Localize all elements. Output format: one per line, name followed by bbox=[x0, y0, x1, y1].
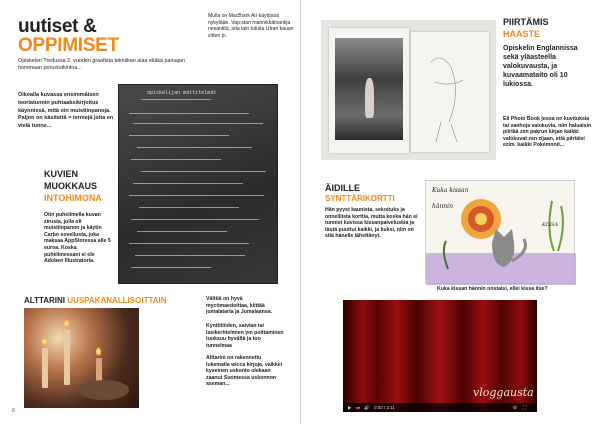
altarini-heading bbox=[24, 296, 167, 305]
chalk-line bbox=[139, 207, 239, 208]
kuvien-heading-2: MUOKKAUS bbox=[44, 181, 97, 191]
piirtamis-lead: Opiskelin Englannissa sekä yläasteella valokuvausta, ja kuvaamataito oli 10 lukiossa. bbox=[503, 45, 578, 88]
volume-icon[interactable]: 🔊 bbox=[364, 405, 370, 410]
title-oppimiset: OPPIMISET bbox=[18, 35, 119, 56]
chalk-line bbox=[133, 123, 263, 124]
video-player[interactable] bbox=[343, 300, 537, 412]
altarini-heading-black: ALTTARINI bbox=[24, 296, 66, 305]
kitten-caption: Kuka kissan hännin nostaisi, ellei kissa itse? bbox=[437, 286, 548, 292]
altar-bowl bbox=[79, 380, 129, 400]
piirtamis-heading-2: HAASTE bbox=[503, 29, 541, 39]
kitten-illustration bbox=[426, 181, 576, 285]
altar-photo bbox=[24, 308, 139, 408]
title-uutiset: uutiset & bbox=[18, 16, 97, 37]
chalk-line bbox=[141, 171, 266, 172]
chalk-line bbox=[129, 195, 264, 196]
candle bbox=[42, 348, 48, 388]
drawing-text-b: hännin bbox=[432, 203, 453, 210]
video-controls bbox=[343, 403, 537, 412]
chalk-line bbox=[137, 231, 227, 232]
chalk-line bbox=[135, 255, 245, 256]
page-number: 6 bbox=[12, 408, 15, 414]
book-left-page bbox=[329, 28, 409, 153]
bw-photo bbox=[335, 38, 403, 140]
video-title: vloggausta bbox=[473, 386, 534, 399]
intro-text: Opiskelen Tredussa 2. vuoden graafista tekniikan alaa eliäkä painajan hommaan perustutkintoa... bbox=[18, 58, 185, 71]
book-right-page bbox=[411, 32, 489, 152]
chalk-line bbox=[137, 147, 252, 148]
chalk-line bbox=[129, 135, 229, 136]
aidille-heading-1: ÄIDILLE bbox=[325, 183, 360, 193]
chalk-line bbox=[141, 99, 211, 100]
piirtamis-heading-1: PIIRTÄMIS bbox=[503, 17, 549, 27]
kuvien-heading-3: INTOHIMONA bbox=[44, 193, 102, 203]
kitten-drawing bbox=[425, 180, 575, 284]
chalk-line bbox=[129, 113, 249, 114]
altar-paragraph-1: Välttiä on hyvä mycömaedoittaa, kiittää jumalatarta ja Jumalaansa. bbox=[206, 296, 273, 316]
chalk-line bbox=[129, 243, 249, 244]
chalkboard-caption: Oikealla kuvassa ensimmäisen teoriatunnin puhtaaksikirjoitus käynnissä, mitä oin muistiinpanoja. Paljon on käsitettä = termejä joita en vielä tunne... bbox=[18, 92, 114, 130]
altar-paragraph-2: Kynttilöiden, saivian tai lasikerhtelmien ym poittaminen tuoksuu hyvältä ja tuo tunnelmaa bbox=[206, 323, 284, 349]
right-page bbox=[300, 0, 600, 424]
photo-book-image bbox=[321, 20, 496, 160]
candle bbox=[64, 330, 70, 385]
kuvien-heading-1: KUVIEN bbox=[44, 169, 79, 179]
kuvien-body: Otin puhelimella kuvan zirusta, jolla oli muistiinpanon ja käytin Carbo sovellusta, joka maksaa AppStoressa alle 5 euroa. Koska puhelimessani ei ole Adoben Illustratoria. bbox=[44, 212, 111, 265]
piirtamis-body: Eli Photo Book jossa on kuvituksia tai vanhoja valokuvia, niin haluaisin piirtää zen pakrun kirjan kaikki valokuvat zen zijaan, että piirtäisi ezim. kaikki Pokémonit... bbox=[503, 116, 592, 149]
figure-silhouette bbox=[365, 78, 374, 118]
next-icon[interactable]: ⏭ bbox=[356, 405, 361, 410]
flame bbox=[96, 347, 101, 356]
chalk-line bbox=[131, 159, 221, 160]
settings-icon[interactable]: ⚙ bbox=[513, 405, 518, 410]
aidille-heading-2: SYNTTÄRIKORTTI bbox=[325, 194, 395, 203]
chalk-line bbox=[133, 183, 243, 184]
chalkboard-heading: opiskelijan mättitelmät bbox=[147, 90, 217, 96]
altarini-heading-orange: UUSPAKANALLISOITTAIN bbox=[67, 296, 167, 305]
flame bbox=[64, 319, 69, 328]
chalkboard-photo bbox=[118, 84, 278, 284]
video-time: 0:00 / 2:11 bbox=[374, 405, 395, 410]
flame bbox=[42, 337, 47, 346]
macbook-note: Mulla on MacBook Air käytössä nykytään. Vap:stan mannikkätvantija nesäntitä, jota lain tutuita Utran kauan zitten jo. bbox=[208, 13, 294, 39]
chalk-line bbox=[131, 219, 259, 220]
fullscreen-icon[interactable]: ⛶ bbox=[523, 405, 527, 410]
chalk-line bbox=[131, 267, 211, 268]
aidille-body: Hän pyyst kaunista, sekoituks ja onnelliista korttia, mutta koska hän ei tunnist kuvissa kissanpalveluskia ja tästä puuttui kaikki, ja kuksi, niin on sitä hänelle lähettänyt. bbox=[325, 207, 418, 240]
drawing-text-a: Kuka kissan bbox=[432, 187, 469, 194]
play-icon[interactable]: ▶ bbox=[348, 405, 352, 410]
drawing-text-c: KISSA bbox=[542, 222, 559, 228]
altar-paragraph-3: Alttarini on rakennettu lukemalla wicca kirjoja, vaikkei kyseinen uskonto olekaan zaanut Suomessa uskonnon aseman... bbox=[206, 355, 283, 388]
pencil-sketch bbox=[411, 32, 489, 152]
